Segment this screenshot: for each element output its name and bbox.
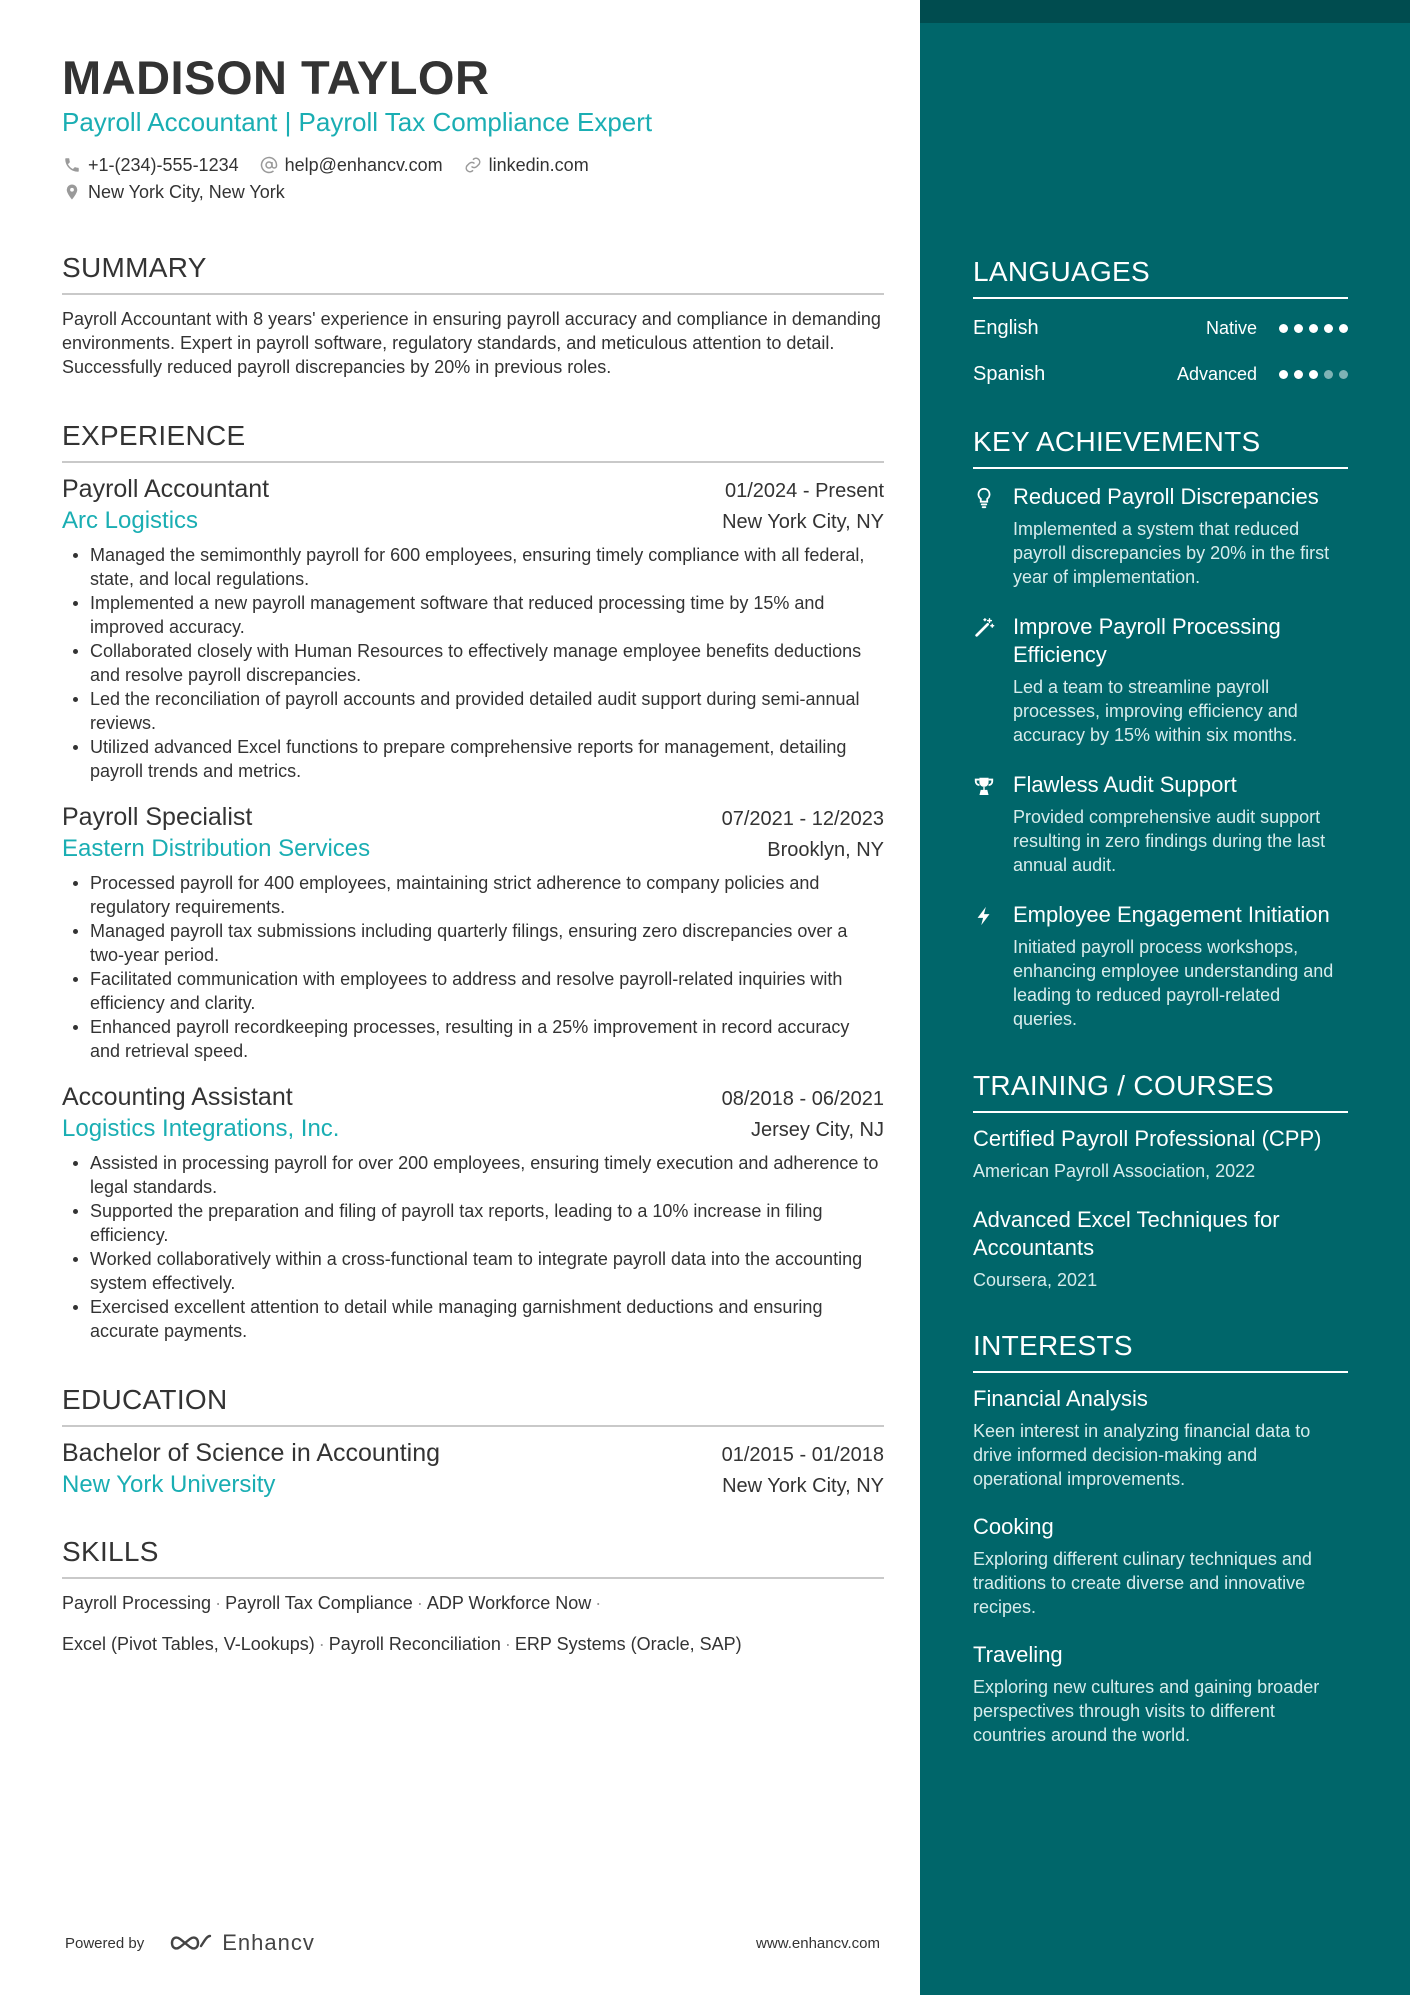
bullet-item: Supported the preparation and filing of payroll tax reports, leading to a 10% increase in filing efficiency. <box>62 1199 884 1247</box>
course-item <box>973 1125 1348 1182</box>
enhancv-logo-icon <box>168 1932 214 1954</box>
skill-item: Payroll Reconciliation <box>328 1634 501 1654</box>
bullet-item: Implemented a new payroll management software that reduced processing time by 15% and improved accuracy. <box>62 591 884 639</box>
rating-dot-filled <box>1294 370 1303 379</box>
interest-title: Traveling <box>973 1642 1063 1667</box>
job-entry <box>62 473 884 783</box>
interest-text: Exploring different culinary techniques and traditions to create diverse and innovative recipes. <box>973 1549 1312 1617</box>
achievement-text: Provided comprehensive audit support resulting in zero findings during the last annual audit. <box>1013 807 1326 875</box>
skill-separator: · <box>595 1593 602 1613</box>
summary-heading: SUMMARY <box>62 251 884 295</box>
achievement-body <box>1013 771 1348 877</box>
interests-heading: INTERESTS <box>973 1329 1348 1373</box>
interest-list <box>973 1385 1348 1747</box>
bullet-item: Managed payroll tax submissions including quarterly filings, ensuring zero discrepancies over a two-year period. <box>62 919 884 967</box>
at-sign-icon <box>259 155 279 175</box>
location-text: New York City, New York <box>88 181 285 202</box>
bullet-item: Facilitated communication with employees to address and resolve payroll-related inquiries with efficiency and clarity. <box>62 967 884 1015</box>
sidebar-content <box>973 0 1348 1747</box>
bullet-item: Exercised excellent attention to detail while managing garnishment deductions and ensuring accurate payments. <box>62 1295 884 1343</box>
skill-separator: · <box>504 1634 511 1654</box>
achievements-heading: KEY ACHIEVEMENTS <box>973 425 1348 469</box>
contact-email[interactable] <box>259 155 443 176</box>
education-location: New York City, NY <box>722 1475 884 1497</box>
language-list <box>973 313 1348 389</box>
sidebar <box>920 0 1410 1995</box>
magic-wand-icon <box>973 613 1013 747</box>
rating-dot-empty <box>1339 370 1348 379</box>
job-header-row <box>62 1081 884 1113</box>
bullet-item: Managed the semimonthly payroll for 600 employees, ensuring timely compliance with all federal, state, and local regulations. <box>62 543 884 591</box>
achievement-text: Led a team to streamline payroll processes, improving efficiency and accuracy by 15% within six months. <box>1013 677 1298 745</box>
achievement-title: Reduced Payroll Discrepancies <box>1013 484 1319 509</box>
phone-text: +1-(234)-555-1234 <box>88 154 239 175</box>
school-name: New York University <box>62 1471 276 1498</box>
rating-dot-filled <box>1309 324 1318 333</box>
skill-item: ADP Workforce Now <box>426 1593 592 1613</box>
interest-text: Exploring new cultures and gaining broader perspectives through visits to different countries around the world. <box>973 1677 1320 1745</box>
bullet-item: Worked collaboratively within a cross-functional team to integrate payroll data into the accounting system effectively. <box>62 1247 884 1295</box>
training-section <box>973 1069 1348 1291</box>
company-name: Logistics Integrations, Inc. <box>62 1115 340 1142</box>
job-title: Payroll Accountant <box>62 475 270 503</box>
job-dates: 07/2021 - 12/2023 <box>721 808 884 830</box>
powered-by <box>65 1930 315 1956</box>
contact-location <box>62 182 285 203</box>
skill-separator: · <box>215 1593 222 1613</box>
rating-dot-filled <box>1279 370 1288 379</box>
achievement-title: Employee Engagement Initiation <box>1013 902 1330 927</box>
interests-section <box>973 1329 1348 1747</box>
skills-line-2 <box>62 1632 884 1656</box>
achievement-list <box>973 483 1348 1031</box>
skill-item: Payroll Processing <box>62 1593 212 1613</box>
skill-item: Payroll Tax Compliance <box>225 1593 413 1613</box>
degree-title: Bachelor of Science in Accounting <box>62 1439 441 1467</box>
education-section <box>62 1383 884 1501</box>
job-entry <box>62 801 884 1063</box>
job-bullets <box>62 1151 884 1343</box>
experience-heading: EXPERIENCE <box>62 419 884 463</box>
achievement-item <box>973 613 1348 747</box>
job-company-row <box>62 833 884 865</box>
location-pin-icon <box>62 182 82 202</box>
language-level: Advanced <box>1176 363 1257 384</box>
job-title: Payroll Specialist <box>62 803 253 831</box>
company-name: Eastern Distribution Services <box>62 835 371 862</box>
achievement-body <box>1013 901 1348 1031</box>
language-name: English <box>973 316 1039 339</box>
achievements-section <box>973 425 1348 1031</box>
job-location: Brooklyn, NY <box>767 839 884 861</box>
candidate-name: MADISON TAYLOR <box>62 51 490 104</box>
rating-dot-filled <box>1309 370 1318 379</box>
training-heading: TRAINING / COURSES <box>973 1069 1348 1113</box>
bullet-item: Processed payroll for 400 employees, maintaining strict adherence to company policies and regulatory requirements. <box>62 871 884 919</box>
language-row <box>973 313 1348 343</box>
summary-text: Payroll Accountant with 8 years' experience in ensuring payroll accuracy and compliance in demanding environments. Expert in payroll software, regulatory standards, and meticulous attention to detail. Successfully reduced payroll discrepancies by 20% in previous roles. <box>62 309 881 377</box>
skill-separator: · <box>318 1634 325 1654</box>
language-rating <box>1279 370 1348 379</box>
bullet-item: Assisted in processing payroll for over 200 employees, ensuring timely execution and adherence to legal standards. <box>62 1151 884 1199</box>
contact-phone[interactable] <box>62 155 239 176</box>
language-rating <box>1279 324 1348 333</box>
phone-icon <box>62 155 82 175</box>
job-location: Jersey City, NJ <box>751 1119 884 1141</box>
interest-title: Financial Analysis <box>973 1386 1148 1411</box>
company-name: Arc Logistics <box>62 507 199 534</box>
job-dates: 08/2018 - 06/2021 <box>721 1088 884 1110</box>
job-title: Accounting Assistant <box>62 1083 293 1111</box>
interest-text: Keen interest in analyzing financial data to drive informed decision-making and operational improvements. <box>973 1421 1311 1489</box>
job-dates: 01/2024 - Present <box>725 480 884 502</box>
summary-section <box>62 251 884 379</box>
achievement-title: Improve Payroll Processing Efficiency <box>1013 614 1281 667</box>
rating-dot-empty <box>1324 370 1333 379</box>
interest-item <box>973 1641 1348 1747</box>
course-provider: Coursera, 2021 <box>973 1270 1098 1290</box>
job-list <box>62 473 884 1343</box>
achievement-body <box>1013 613 1348 747</box>
course-title: Advanced Excel Techniques for Accountants <box>973 1207 1280 1260</box>
language-level: Native <box>1205 317 1257 338</box>
achievement-body <box>1013 483 1348 589</box>
education-heading: EDUCATION <box>62 1383 884 1427</box>
course-title: Certified Payroll Professional (CPP) <box>973 1126 1322 1151</box>
achievement-title: Flawless Audit Support <box>1013 772 1237 797</box>
education-entry <box>62 1437 884 1501</box>
website-link[interactable]: www.enhancv.com <box>756 1934 880 1952</box>
bullet-item: Collaborated closely with Human Resources to effectively manage employee benefits deductions and resolve payroll discrepancies. <box>62 639 884 687</box>
achievement-text: Implemented a system that reduced payroll discrepancies by 20% in the first year of implementation. <box>1013 519 1330 587</box>
contact-row <box>62 152 884 178</box>
interest-title: Cooking <box>973 1514 1054 1539</box>
trophy-icon <box>973 771 1013 877</box>
achievement-item <box>973 901 1348 1031</box>
achievement-item <box>973 771 1348 877</box>
main-content <box>62 52 884 1656</box>
languages-heading: LANGUAGES <box>973 255 1348 299</box>
location-row <box>62 179 884 205</box>
skills-heading: SKILLS <box>62 1535 884 1579</box>
job-bullets <box>62 543 884 783</box>
interest-item <box>973 1385 1348 1491</box>
job-company-row <box>62 1113 884 1145</box>
lightbulb-icon <box>973 483 1013 589</box>
lightning-icon <box>973 901 1013 1031</box>
education-dates: 01/2015 - 01/2018 <box>721 1444 884 1466</box>
language-name: Spanish <box>973 362 1046 385</box>
linkedin-text: linkedin.com <box>488 154 589 175</box>
job-company-row <box>62 505 884 537</box>
rating-dot-filled <box>1294 324 1303 333</box>
link-icon <box>463 155 483 175</box>
bullet-item: Enhanced payroll recordkeeping processes, resulting in a 25% improvement in record accuracy and retrieval speed. <box>62 1015 884 1063</box>
interest-item <box>973 1513 1348 1619</box>
course-item <box>973 1206 1348 1291</box>
skills-line-1 <box>62 1591 884 1615</box>
job-entry <box>62 1081 884 1343</box>
skills-section <box>62 1535 884 1656</box>
course-list <box>973 1125 1348 1291</box>
languages-section <box>973 255 1348 389</box>
achievement-item <box>973 483 1348 589</box>
brand-logo[interactable] <box>168 1930 315 1956</box>
job-bullets <box>62 871 884 1063</box>
job-header-row <box>62 801 884 833</box>
candidate-title: Payroll Accountant | Payroll Tax Compliance Expert <box>62 107 653 137</box>
brand-name: Enhancv <box>222 1930 315 1955</box>
bullet-item: Led the reconciliation of payroll accounts and provided detailed audit support during semi-annual reviews. <box>62 687 884 735</box>
skill-item: ERP Systems (Oracle, SAP) <box>514 1634 742 1654</box>
language-row <box>973 359 1348 389</box>
powered-by-label: Powered by <box>65 1934 145 1952</box>
skill-separator: · <box>416 1593 423 1613</box>
footer <box>65 1930 880 1956</box>
contact-linkedin[interactable] <box>463 155 589 176</box>
rating-dot-filled <box>1279 324 1288 333</box>
skill-item: Excel (Pivot Tables, V-Lookups) <box>62 1634 315 1654</box>
job-header-row <box>62 473 884 505</box>
experience-section <box>62 419 884 1343</box>
rating-dot-filled <box>1339 324 1348 333</box>
bullet-item: Utilized advanced Excel functions to prepare comprehensive reports for management, detailing payroll trends and metrics. <box>62 735 884 783</box>
job-location: New York City, NY <box>722 511 884 533</box>
rating-dot-filled <box>1324 324 1333 333</box>
achievement-text: Initiated payroll process workshops, enhancing employee understanding and leading to reduced payroll-related queries. <box>1013 937 1334 1029</box>
course-provider: American Payroll Association, 2022 <box>973 1161 1256 1181</box>
email-text: help@enhancv.com <box>284 154 443 175</box>
